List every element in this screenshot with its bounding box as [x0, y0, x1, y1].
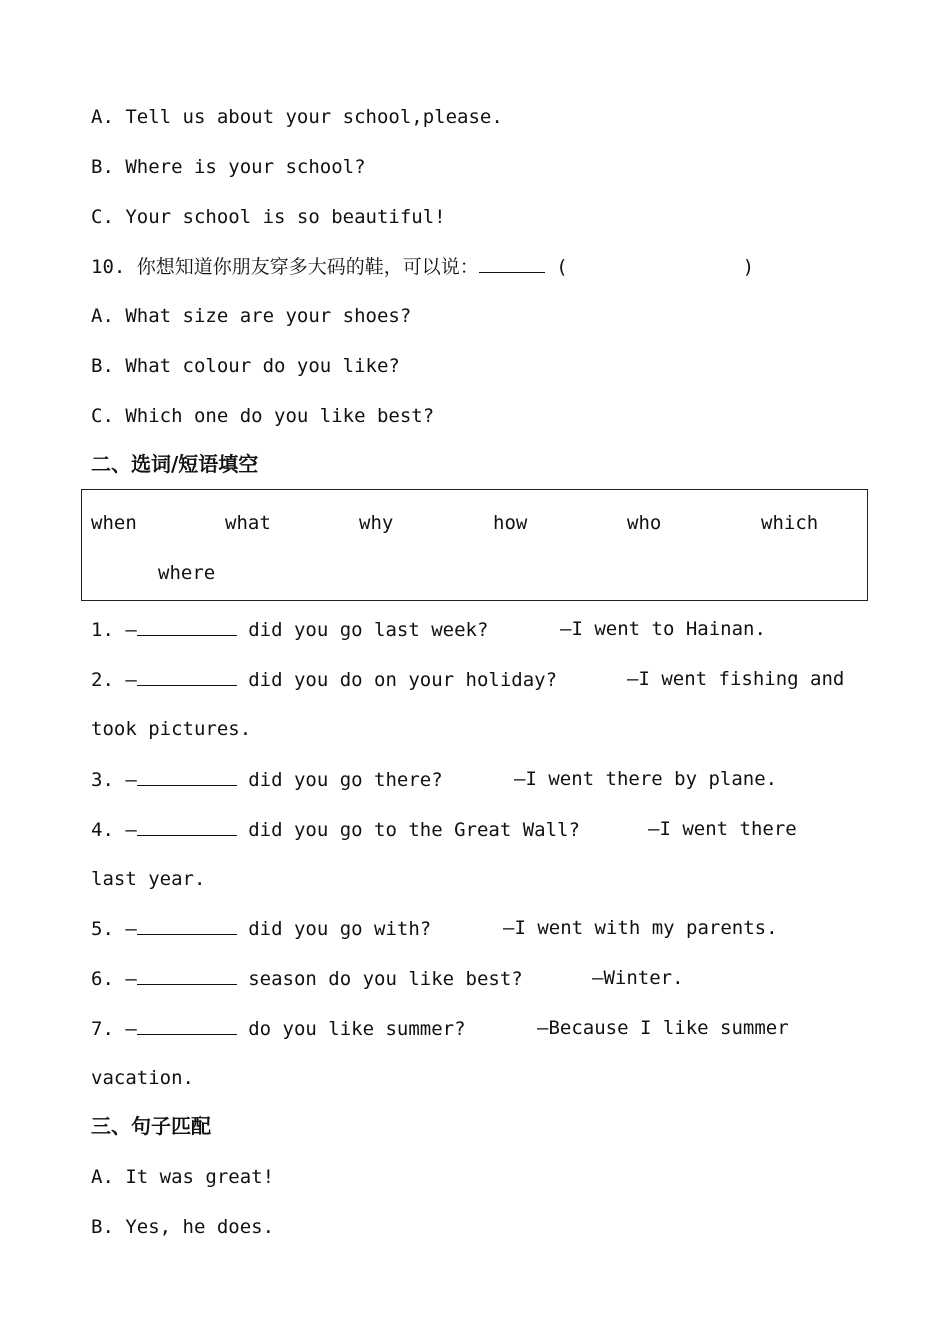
- answer-text-3: —I went there by plane.: [514, 768, 778, 790]
- q10-prompt: 10. 你想知道你朋友穿多大码的鞋，可以说：: [91, 256, 479, 278]
- word-bank-item: why: [359, 512, 394, 534]
- q9-option-b: B. Where is your school?: [91, 156, 366, 178]
- answer-blank-1[interactable]: [137, 617, 237, 636]
- fill-question-4: [91, 817, 580, 841]
- answer-blank-6[interactable]: [137, 966, 237, 985]
- answer-blank-7[interactable]: [137, 1016, 237, 1035]
- answer-text-1: —I went to Hainan.: [560, 618, 766, 640]
- answer-text-7: —Because I like summer: [537, 1017, 789, 1039]
- answer-text-6: —Winter.: [592, 967, 684, 989]
- section2-heading: 二、选词/短语填空: [91, 452, 259, 476]
- fill-question-1: [91, 617, 488, 641]
- question-text: do you like summer?: [236, 1018, 466, 1040]
- answer-blank-5[interactable]: [137, 916, 237, 935]
- word-bank-item: where: [158, 562, 216, 584]
- q10-question: [91, 254, 754, 278]
- question-text: did you go with?: [236, 918, 432, 940]
- question-text: did you go there?: [236, 769, 443, 791]
- word-bank-item: which: [761, 512, 819, 534]
- word-bank-item: when: [91, 512, 137, 534]
- question-number: 7. —: [91, 1018, 137, 1040]
- question-text: did you go last week?: [236, 619, 489, 641]
- q9-option-a: A. Tell us about your school,please.: [91, 106, 503, 128]
- q10-paren-close: ): [742, 256, 755, 278]
- match-option-a: A. It was great!: [91, 1166, 275, 1188]
- answer-continuation-7: vacation.: [91, 1067, 194, 1089]
- question-number: 3. —: [91, 769, 137, 791]
- answer-continuation-4: last year.: [91, 868, 206, 890]
- answer-text-2: —I went fishing and: [627, 668, 845, 690]
- question-number: 2. —: [91, 669, 137, 691]
- answer-continuation-2: took pictures.: [91, 718, 252, 740]
- word-bank-item: who: [627, 512, 662, 534]
- fill-question-6: [91, 966, 523, 990]
- q10-option-b: B. What colour do you like?: [91, 355, 400, 377]
- fill-question-5: [91, 916, 431, 940]
- word-bank-item: how: [493, 512, 528, 534]
- question-text: did you go to the Great Wall?: [236, 819, 580, 841]
- section3-heading: 三、句子匹配: [91, 1114, 211, 1138]
- answer-blank-4[interactable]: [137, 817, 237, 836]
- fill-question-7: [91, 1016, 466, 1040]
- answer-blank-3[interactable]: [137, 767, 237, 786]
- q10-answer-blank[interactable]: [479, 254, 545, 273]
- fill-question-3: [91, 767, 443, 791]
- question-text: season do you like best?: [236, 968, 523, 990]
- answer-text-5: —I went with my parents.: [503, 917, 778, 939]
- question-number: 1. —: [91, 619, 137, 641]
- word-bank-box: [81, 489, 868, 601]
- question-number: 5. —: [91, 918, 137, 940]
- question-number: 6. —: [91, 968, 137, 990]
- answer-blank-2[interactable]: [137, 667, 237, 686]
- match-option-b: B. Yes, he does.: [91, 1216, 275, 1238]
- answer-text-4: —I went there: [648, 818, 797, 840]
- q9-option-c: C. Your school is so beautiful!: [91, 206, 446, 228]
- question-text: did you do on your holiday?: [236, 669, 558, 691]
- q10-option-c: C. Which one do you like best?: [91, 405, 435, 427]
- word-bank-item: what: [225, 512, 271, 534]
- fill-question-2: [91, 667, 557, 691]
- q10-option-a: A. What size are your shoes?: [91, 305, 412, 327]
- question-number: 4. —: [91, 819, 137, 841]
- q10-paren-open: (: [556, 256, 568, 278]
